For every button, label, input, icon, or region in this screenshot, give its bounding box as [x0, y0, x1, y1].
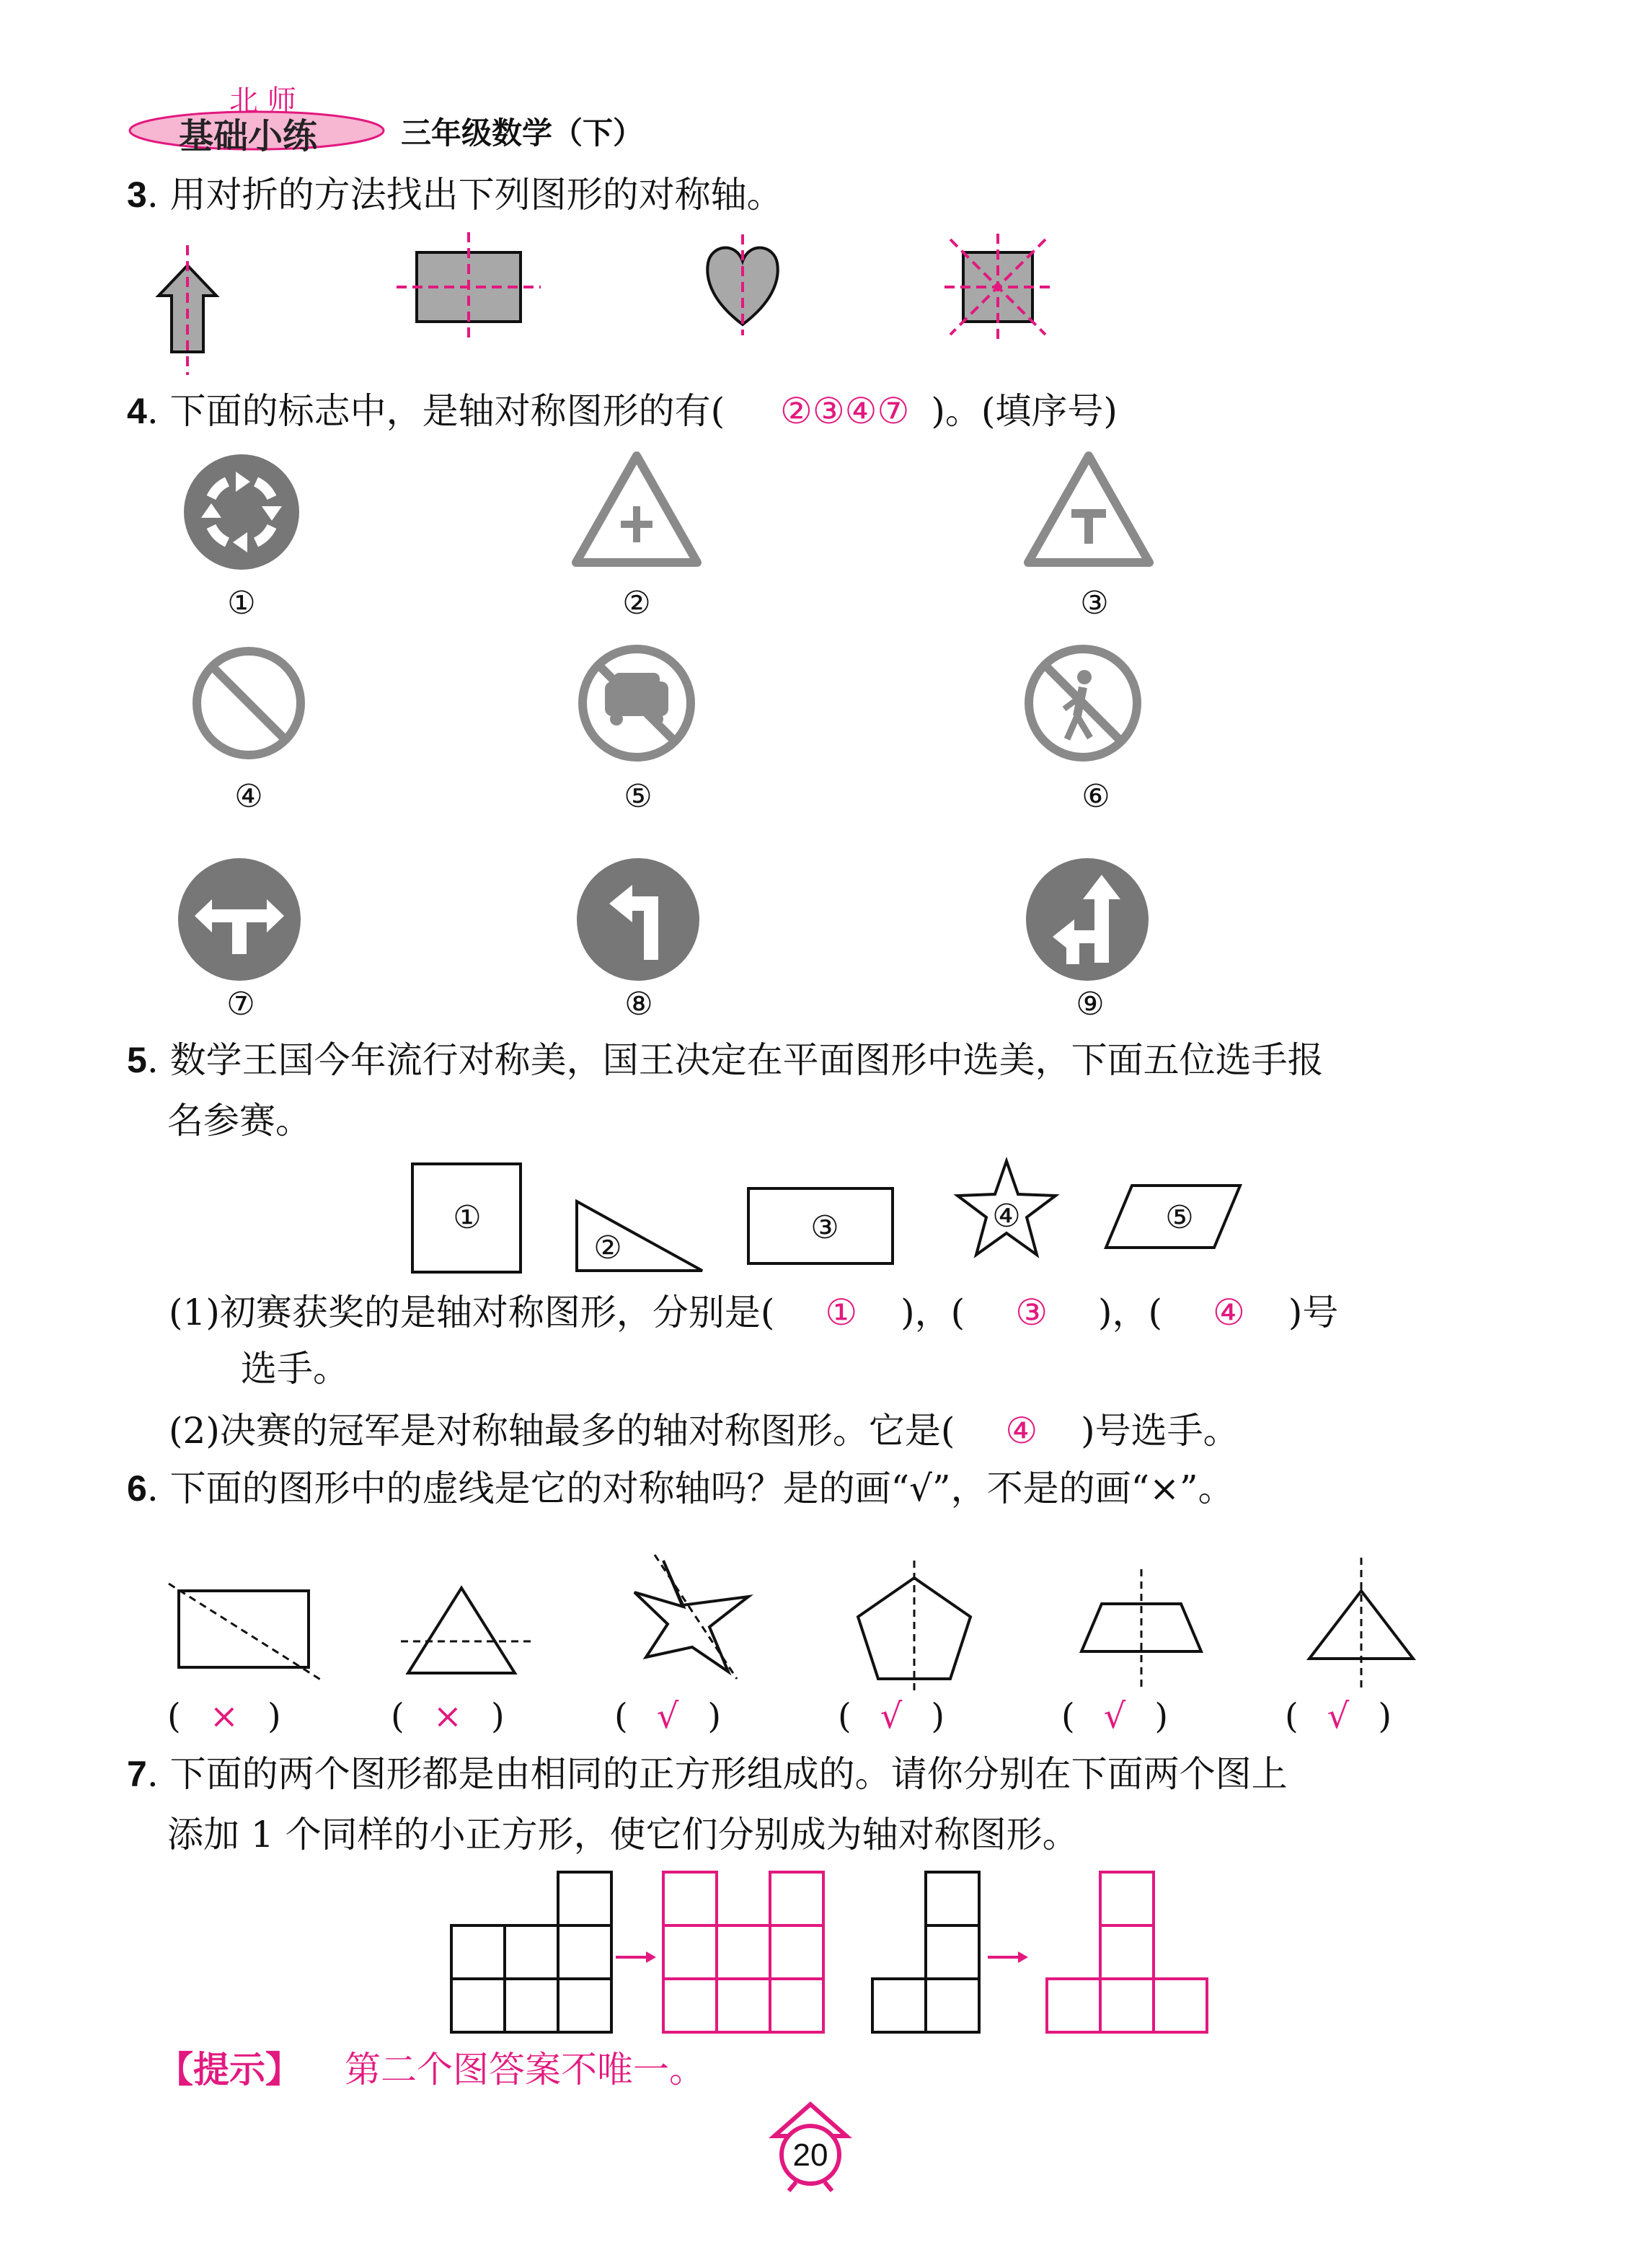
- q6-rectangle-diagonal: [169, 1584, 322, 1680]
- sign-label-7: ⑦: [226, 986, 255, 1023]
- q6-triangle-vertical: [1309, 1558, 1413, 1687]
- shape-label-5: ⑤: [1165, 1199, 1194, 1236]
- q6-answer-1: ( × ): [167, 1696, 281, 1737]
- sign-t-junction-triangle-icon: [1028, 456, 1149, 562]
- sign-no-pedestrian-icon: [1029, 649, 1137, 757]
- shape-label-2: ②: [593, 1230, 622, 1266]
- page-number: 20: [792, 2137, 828, 2173]
- q5-title-line1: 5. 数学王国今年流行对称美，国王决定在平面图形中选美，下面五位选手报: [127, 1039, 1324, 1081]
- q7-figure2-answer: [1047, 1872, 1207, 2032]
- hint-label: 【提示】: [157, 2049, 301, 2091]
- series-name: 基础小练: [179, 116, 318, 156]
- q6-pentagon-vertical: [858, 1561, 970, 1695]
- q7-figure2-original: [872, 1872, 979, 2032]
- q6-answer-3: ( √ ): [614, 1696, 722, 1737]
- q5-title-line2: 名参赛。: [167, 1100, 311, 1142]
- sign-label-8: ⑧: [624, 986, 653, 1023]
- q4-answer: ②③④⑦: [780, 390, 910, 432]
- q7-grids: [433, 1868, 1226, 2041]
- sign-left-straight-icon: [1026, 858, 1149, 981]
- sign-label-1: ①: [227, 585, 256, 622]
- series-top: 北 师: [229, 84, 296, 118]
- sign-label-5: ⑤: [624, 778, 652, 815]
- q5-sub1: (1)初赛获奖的是轴对称图形，分别是( ① )，( ③ )，( ④ )号: [169, 1292, 1339, 1333]
- q3-figures: [144, 231, 1081, 389]
- q7-arrow-2: [988, 1951, 1028, 1963]
- sign-turn-left-right-icon: [178, 858, 301, 981]
- hint-text: 第二个图答案不唯一。: [345, 2049, 705, 2091]
- shape-label-3: ③: [810, 1209, 839, 1246]
- q5-sub2: (2)决赛的冠军是对称轴最多的轴对称图形。它是( ④ )号选手。: [169, 1410, 1239, 1452]
- q6-triangle-horizontal: [401, 1588, 534, 1673]
- sign-label-6: ⑥: [1081, 778, 1110, 815]
- q6-title: 6. 下面的图形中的虚线是它的对称轴吗？是的画“√”，不是的画“×”。: [127, 1468, 1234, 1509]
- shape-label-4: ④: [992, 1198, 1021, 1235]
- q7-arrow-1: [616, 1951, 656, 1963]
- sign-label-9: ⑨: [1076, 986, 1105, 1023]
- sign-label-2: ②: [622, 585, 651, 622]
- sign-label-4: ④: [234, 778, 263, 815]
- q5-sub1-line2: 选手。: [241, 1348, 349, 1390]
- q3-title: 3. 用对折的方法找出下列图形的对称轴。: [127, 174, 783, 216]
- sign-crossroad-triangle-icon: [576, 456, 697, 562]
- sign-label-3: ③: [1080, 585, 1109, 622]
- q6-answer-2: ( × ): [391, 1696, 505, 1737]
- q3-arrow-shape: [159, 245, 216, 375]
- q3-square-shape: [944, 234, 1051, 340]
- q6-answer-4: ( √ ): [838, 1696, 945, 1737]
- q7-figure1-answer: [663, 1872, 823, 2032]
- q6-trapezoid-vertical: [1077, 1569, 1201, 1687]
- q6-answer-5: ( √ ): [1061, 1696, 1169, 1737]
- shape-label-1: ①: [453, 1199, 482, 1236]
- sign-roundabout-icon: [184, 454, 299, 570]
- sign-prohibition-icon: [197, 651, 301, 755]
- q3-rectangle-shape: [397, 232, 541, 339]
- q7-figure1-original: [451, 1872, 611, 2032]
- q7-title-line2: 添加 1 个同样的小正方形，使它们分别成为轴对称图形。: [167, 1814, 1079, 1856]
- q6-answer-6: ( √ ): [1285, 1696, 1392, 1737]
- grade-subject: 三年级数学（下）: [401, 115, 644, 151]
- q6-star-tilted: [634, 1555, 748, 1679]
- q4-title: 4. 下面的标志中，是轴对称图形的有( ②③④⑦ )。(填序号): [127, 390, 1118, 432]
- q3-heart-shape: [707, 234, 777, 335]
- sign-turn-left-icon: [577, 858, 699, 981]
- q7-title-line1: 7. 下面的两个图形都是由相同的正方形组成的。请你分别在下面两个图上: [127, 1753, 1288, 1795]
- q6-shapes: [159, 1543, 1456, 1702]
- sign-no-car-icon: [583, 649, 691, 757]
- q4-signs: [173, 447, 1226, 995]
